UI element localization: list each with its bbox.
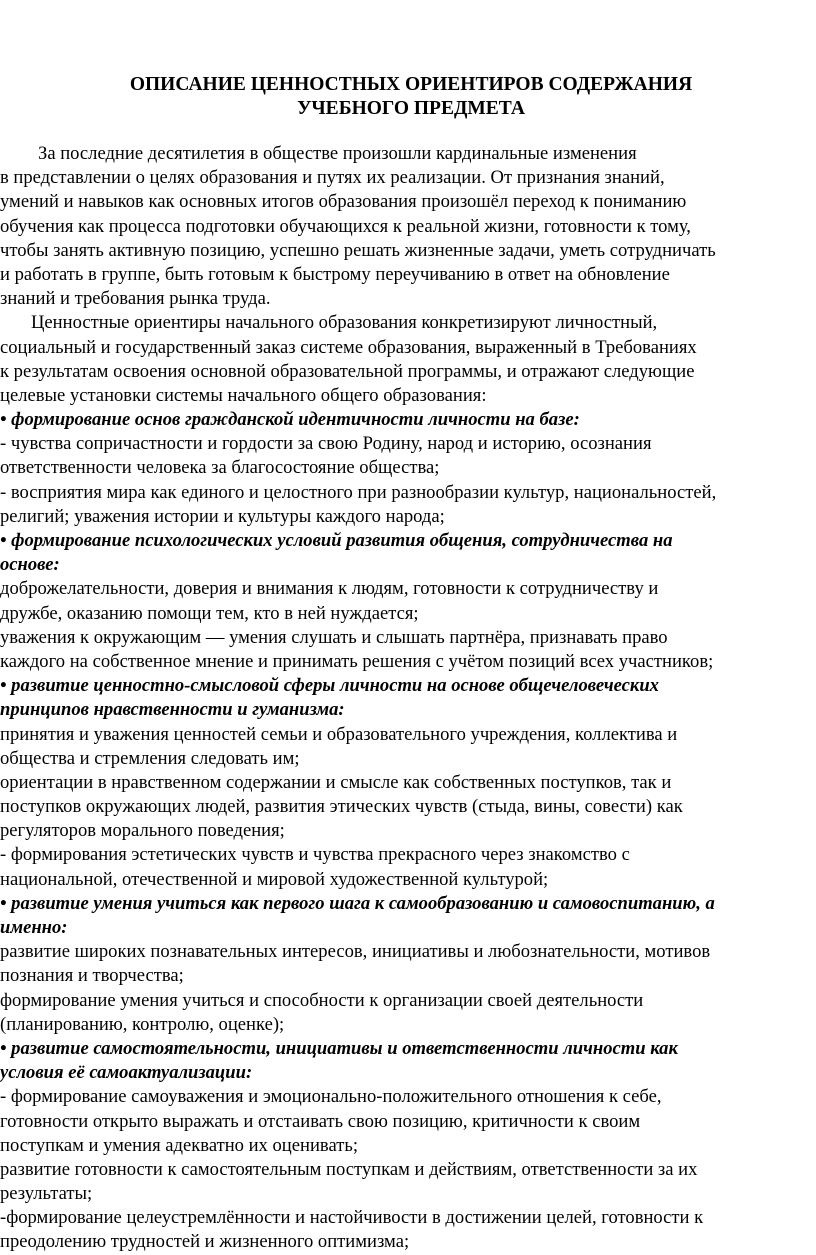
list-item-line: ответственности человека за благосостояние общества; — [0, 457, 440, 479]
list-item-line: национальной, отечественной и мировой художественной культурой; — [0, 868, 549, 890]
bullet-heading: условия её самоактуализации: — [0, 1062, 253, 1084]
bullet-heading: • развитие самостоятельности, инициативы и ответственности личности как — [0, 1037, 678, 1059]
list-item-line: познания и творчества; — [0, 965, 184, 987]
list-item-line: дружбе, оказанию помощи тем, кто в ней нуждается; — [0, 602, 419, 624]
paragraph-line: Ценностные ориентиры начального образования конкретизируют личностный, — [31, 312, 658, 334]
document-body — [0, 142, 816, 1255]
list-item-line: - формирования эстетических чувств и чувства прекрасного через знакомство с — [0, 844, 630, 866]
paragraph-line: знаний и требования рынка труда. — [0, 288, 271, 310]
bullet-heading: основе: — [0, 554, 60, 576]
paragraph-line: социальный и государственный заказ системе образования, выраженный в Требованиях — [0, 336, 697, 358]
list-item-line: уважения к окружающим — умения слушать и слышать партнёра, признавать право — [0, 626, 668, 648]
bullet-heading: • развитие ценностно-смысловой сферы личности на основе общечеловеческих — [0, 675, 659, 697]
list-item-line: поступкам и умения адекватно их оценивать; — [0, 1134, 358, 1156]
paragraph-line: обучения как процесса подготовки обучающихся к реальной жизни, готовности к тому, — [0, 215, 691, 237]
list-item-line: ориентации в нравственном содержании и смысле как собственных поступков, так и — [0, 771, 672, 793]
list-item-line: развитие широких познавательных интересов, инициативы и любознательности, мотивов — [0, 941, 711, 963]
paragraph-line: За последние десятилетия в обществе произошли кардинальные изменения — [38, 143, 637, 164]
bullet-heading: • развитие умения учиться как первого шага к самообразованию и самовоспитанию, а — [0, 892, 715, 914]
list-item-line: поступков окружающих людей, развития этических чувств (стыда, вины, совести) как — [0, 796, 683, 818]
list-item-line: готовности открыто выражать и отстаивать свою позицию, критичности к своим — [0, 1110, 641, 1132]
list-item-line: - чувства сопричастности и гордости за свою Родину, народ и историю, осознания — [0, 433, 652, 455]
list-item-line: - восприятия мира как единого и целостного при разнообразии культур, национальностей, — [0, 481, 717, 503]
list-item-line: принятия и уважения ценностей семьи и образовательного учреждения, коллектива и — [0, 723, 678, 745]
list-item-line: -формирование целеустремлённости и настойчивости в достижении целей, готовности к — [0, 1207, 704, 1229]
list-item-line: общества и стремления следовать им; — [0, 747, 300, 769]
document-title-line-1: ОПИСАНИЕ ЦЕННОСТНЫХ ОРИЕНТИРОВ СОДЕРЖАНИЯ — [129, 74, 693, 95]
list-item-line: (планированию, контролю, оценке); — [0, 1013, 285, 1035]
list-item-line: доброжелательности, доверия и внимания к людям, готовности к сотрудничеству и — [0, 578, 659, 600]
paragraph-line: умений и навыков как основных итогов образования произошёл переход к пониманию — [0, 191, 687, 213]
bullet-heading: именно: — [0, 917, 68, 938]
paragraph-line: в представлении о целях образования и путях их реализации. От признания знаний, — [0, 167, 665, 189]
list-item-line: результаты; — [0, 1183, 93, 1205]
paragraph-line: целевые установки системы начального общего образования: — [0, 384, 487, 406]
paragraph-line: и работать в группе, быть готовым к быстрому переучиванию в ответ на обновление — [0, 263, 670, 285]
list-item-line: преодолению трудностей и жизненного оптимизма; — [0, 1231, 410, 1253]
list-item-line: каждого на собственное мнение и принимать решения с учётом позиций всех участников; — [0, 650, 714, 672]
paragraph-line: к результатам освоения основной образовательной программы, и отражают следующие — [0, 360, 695, 382]
list-item-line: - формирование самоуважения и эмоционально-положительного отношения к себе, — [0, 1086, 662, 1108]
document-title-line-2: УЧЕБНОГО ПРЕДМЕТА — [297, 98, 525, 119]
list-item-line: религий; уважения истории и культуры каждого народа; — [0, 505, 445, 527]
paragraph-line: чтобы занять активную позицию, успешно решать жизненные задачи, уметь сотрудничать — [0, 239, 716, 261]
list-item-line: формирование умения учиться и способности к организации своей деятельности — [0, 989, 644, 1011]
list-item-line: регуляторов морального поведения; — [0, 820, 285, 842]
bullet-heading: • формирование психологических условий развития общения, сотрудничества на — [0, 530, 673, 551]
list-item-line: развитие готовности к самостоятельным поступкам и действиям, ответственности за их — [0, 1158, 698, 1180]
bullet-heading: принципов нравственности и гуманизма: — [0, 699, 345, 721]
bullet-heading: • формирование основ гражданской идентичности личности на базе: — [0, 409, 580, 431]
